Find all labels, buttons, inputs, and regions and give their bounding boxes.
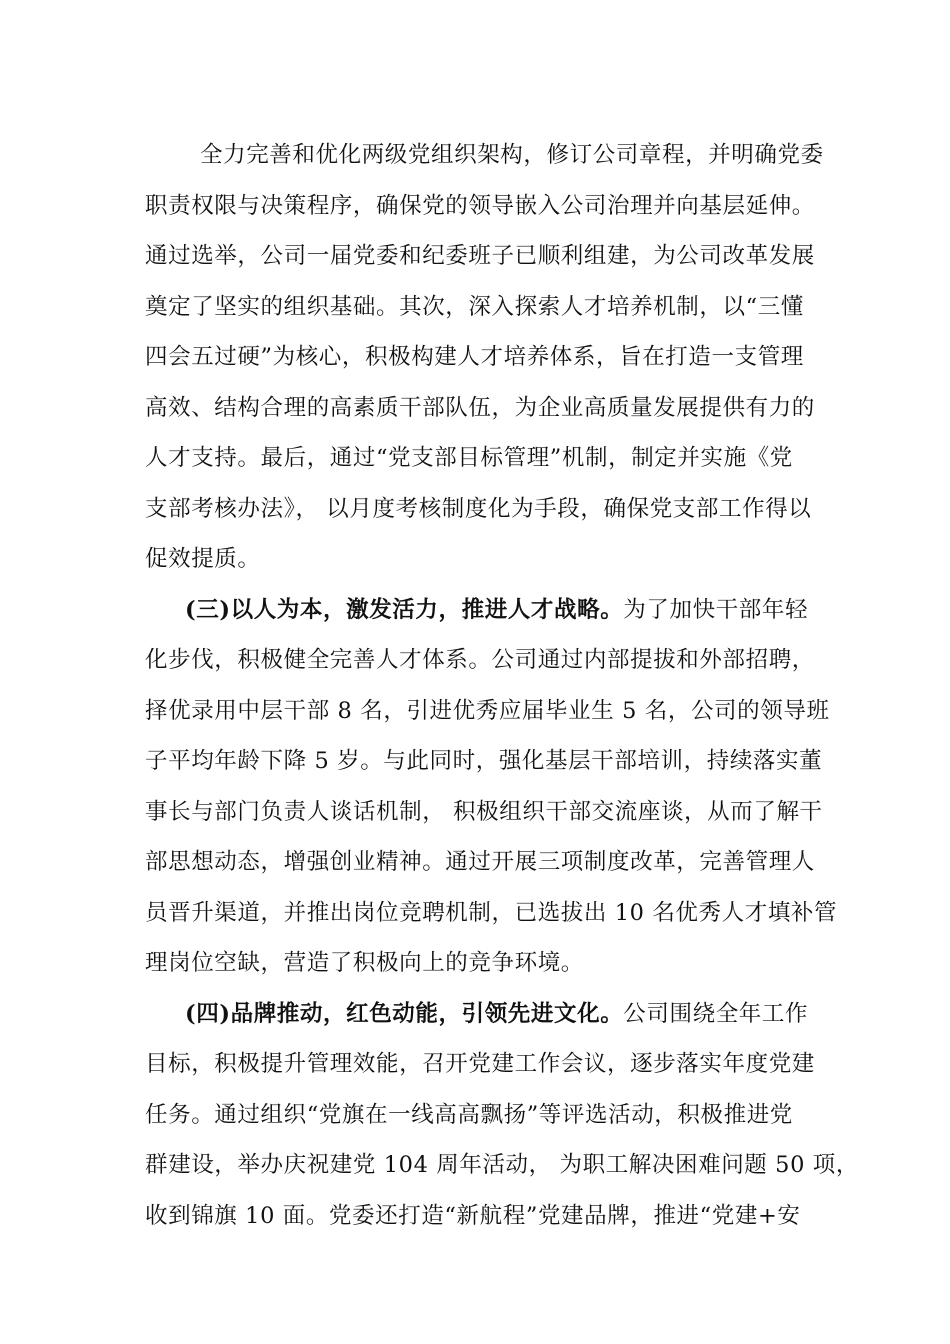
paragraph-3-line-3: 任务。通过组织“党旗在一线高高飘扬”等评选活动，积极推进党 xyxy=(145,1101,793,1128)
paragraph-3-line-2: 目标，积极提升管理效能，召开党建工作会议，逐步落实年度党建 xyxy=(145,1051,815,1077)
document-body xyxy=(145,130,859,1241)
paragraph-2-first-line xyxy=(145,585,817,636)
paragraph-2-line-2: 化步伐，积极健全完善人才体系。公司通过内部提拔和外部招聘， xyxy=(145,647,815,673)
paragraph-1-line-2: 职责权限与决策程序，确保党的领导嵌入公司治理并向基层延伸。 xyxy=(145,192,815,219)
paragraph-3-line-5: 收到锦旗 10 面。党委还打造“新航程”党建品牌，推进“党建+安 xyxy=(145,1202,801,1229)
section-heading-4: (四)品牌推动，红色动能，引领先进文化。 xyxy=(185,1000,624,1027)
paragraph-3-first-line-text: 公司围绕全年工作 xyxy=(623,1000,809,1027)
paragraph-2-line-5: 事长与部门负责人谈话机制， 积极组织干部交流座谈，从而了解干 xyxy=(145,798,823,825)
paragraph-1-line-5: 四会五过硬”为核心，积极构建人才培养体系，旨在打造一支管理 xyxy=(145,344,804,370)
paragraph-1-line-4: 奠定了坚实的组织基础。其次，深入探索人才培养机制，以“三懂 xyxy=(145,293,804,320)
paragraph-1-line-6: 高效、结构合理的高素质干部队伍，为企业高质量发展提供有力的 xyxy=(145,394,815,421)
paragraph-1-line-8: 支部考核办法》， 以月度考核制度化为手段，确保党支部工作得以 xyxy=(145,495,812,522)
paragraph-2-line-4: 子平均年龄下降 5 岁。与此同时，强化基层干部培训，持续落实董 xyxy=(145,748,823,774)
paragraph-3-first-line xyxy=(145,989,817,1040)
section-heading-3: (三)以人为本，激发活力，推进人才战略。 xyxy=(185,596,624,623)
paragraph-2-first-line-text: 为了加快干部年轻 xyxy=(623,596,809,623)
paragraph-1-line-9: 促效提质。 xyxy=(145,546,261,572)
paragraph-3-line-4: 群建设，举办庆祝建党 104 周年活动， 为职工解决困难问题 50 项， xyxy=(145,1152,859,1178)
paragraph-2-line-8: 理岗位空缺，营造了积极向上的竞争环境。 xyxy=(145,950,584,976)
paragraph-1-line-1: 全力完善和优化两级党组织架构，修订公司章程，并明确党委 xyxy=(200,142,824,168)
paragraph-1-line-7: 人才支持。最后，通过“党支部目标管理”机制，制定并实施《党 xyxy=(145,445,793,471)
paragraph-2-line-7: 员晋升渠道，并推出岗位竞聘机制，已选拔出 10 名优秀人才填补管 xyxy=(145,899,838,926)
paragraph-1-line-3: 通过选举，公司一届党委和纪委班子已顺利组建，为公司改革发展 xyxy=(145,243,815,269)
paragraph-2-line-6: 部思想动态，增强创业精神。通过开展三项制度改革，完善管理人 xyxy=(145,849,815,875)
paragraph-2-line-3: 择优录用中层干部 8 名，引进优秀应届毕业生 5 名，公司的领导班 xyxy=(145,697,830,724)
